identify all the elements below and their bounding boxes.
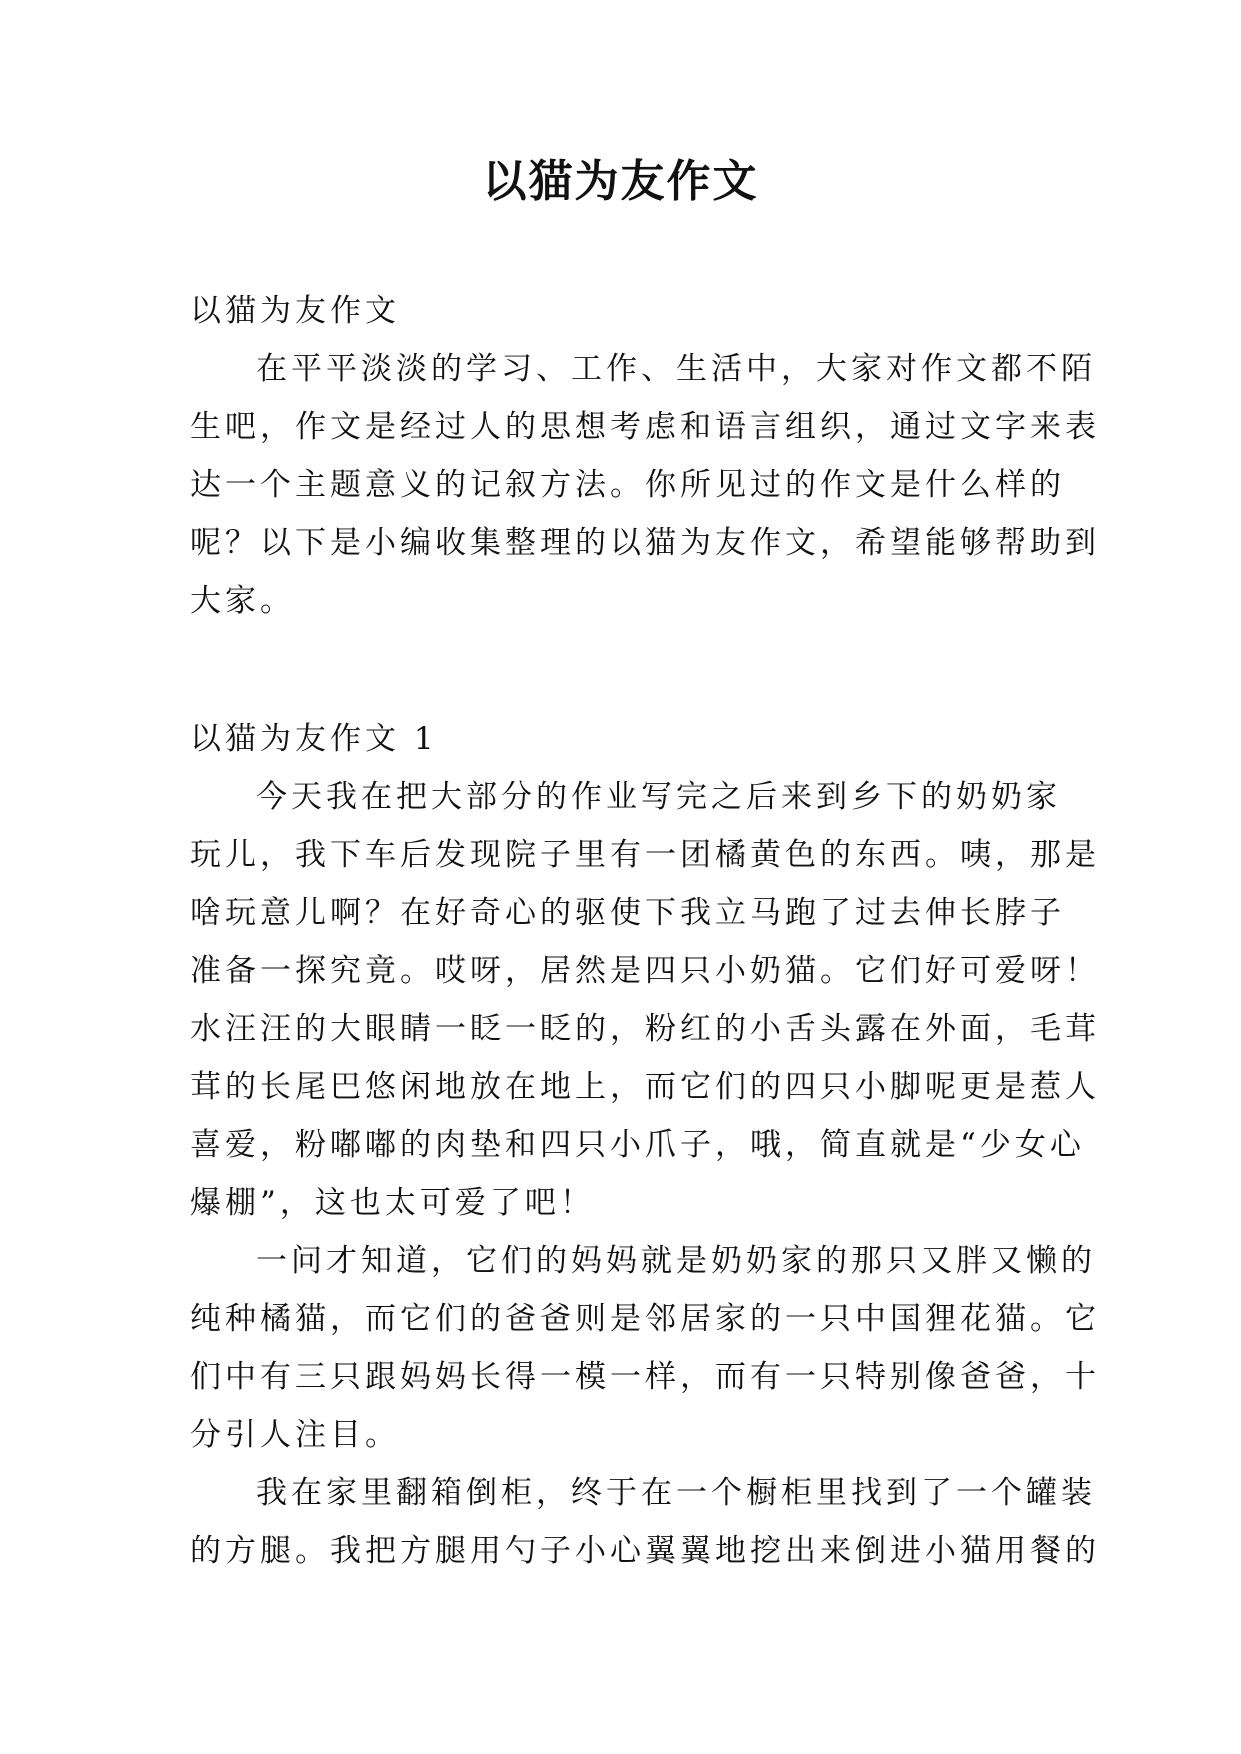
essay1-paragraph-1 [190,768,1100,1232]
text-line: 纯种橘猫，而它们的爸爸则是邻居家的一只中国狸花猫。它 [190,1301,1100,1337]
text-line: 喜爱，粉嘟嘟的肉垫和四只小爪子，哦，简直就是“少女心 [190,1127,1085,1163]
text-line: 大家。 [190,583,295,619]
text-line: 啥玩意儿啊？在好奇心的驱使下我立马跑了过去伸长脖子 [190,895,1065,931]
text-line: 们中有三只跟妈妈长得一模一样，而有一只特别像爸爸，十 [190,1359,1100,1395]
essay1-paragraph-2 [190,1232,1100,1464]
text-line: 爆棚”，这也太可爱了吧！ [190,1185,595,1221]
text-line: 我在家里翻箱倒柜，终于在一个橱柜里找到了一个罐装 [256,1475,1096,1511]
intro-heading: 以猫为友作文 [190,293,400,329]
text-line: 的方腿。我把方腿用勺子小心翼翼地挖出来倒进小猫用餐的 [190,1533,1100,1569]
text-line: 玩儿，我下车后发现院子里有一团橘黄色的东西。咦，那是 [190,837,1100,873]
text-line: 呢？以下是小编收集整理的以猫为友作文，希望能够帮助到 [190,525,1100,561]
text-line: 水汪汪的大眼睛一眨一眨的，粉红的小舌头露在外面，毛茸 [190,1011,1100,1047]
section-gap [190,630,1060,710]
text-line: 今天我在把大部分的作业写完之后来到乡下的奶奶家 [256,779,1061,815]
text-line: 生吧，作文是经过人的思想考虑和语言组织，通过文字来表 [190,409,1100,445]
text-line: 一问才知道，它们的妈妈就是奶奶家的那只又胖又懒的 [256,1243,1096,1279]
text-line: 准备一探究竟。哎呀，居然是四只小奶猫。它们好可爱呀！ [190,953,1100,989]
text-line: 分引人注目。 [190,1417,400,1453]
text-line: 茸的长尾巴悠闲地放在地上，而它们的四只小脚呢更是惹人 [190,1069,1100,1105]
text-line: 达一个主题意义的记叙方法。你所见过的作文是什么样的 [190,467,1065,503]
text-line: 在平平淡淡的学习、工作、生活中，大家对作文都不陌 [256,351,1096,387]
intro-paragraph [190,340,1100,630]
document-title: 以猫为友作文 [482,156,759,207]
essay1-heading: 以猫为友作文 1 [190,721,438,757]
document-body [190,282,1100,1580]
essay1-paragraph-3 [190,1464,1100,1580]
